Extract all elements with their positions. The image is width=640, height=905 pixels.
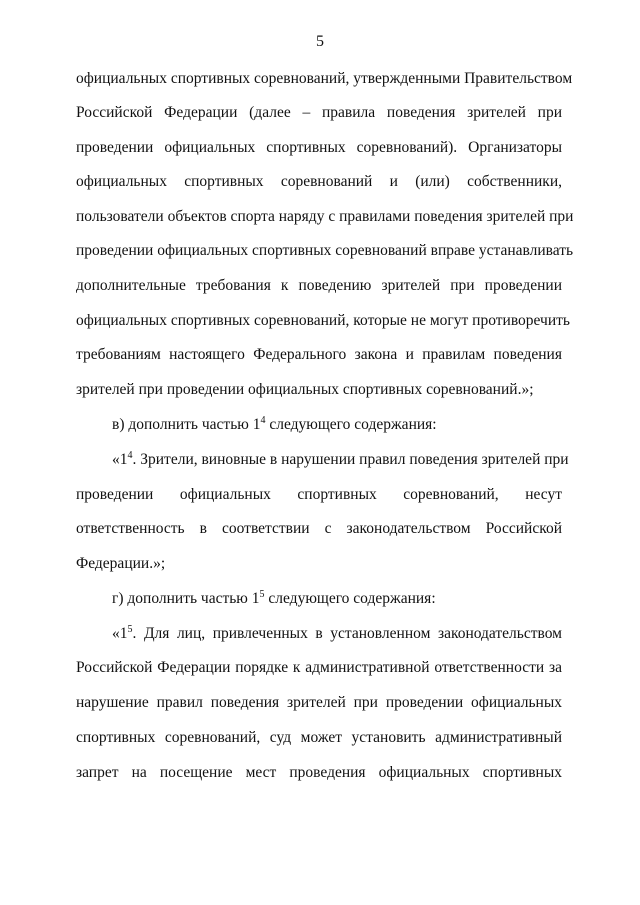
text-line: проведении официальных спортивных соревнований). Организаторы xyxy=(76,139,562,156)
text-line: зрителей при проведении официальных спортивных соревнований.»; xyxy=(76,381,534,398)
text-line: официальных спортивных соревнований и (или) собственники, xyxy=(76,173,562,190)
text-line: нарушение правил поведения зрителей при проведении официальных xyxy=(76,694,562,711)
text-line: официальных спортивных соревнований, которые не могут противоречить xyxy=(76,312,570,329)
text-line: дополнительные требования к поведению зрителей при проведении xyxy=(76,277,562,294)
text-line: запрет на посещение мест проведения официальных спортивных xyxy=(76,764,562,781)
text-line: ответственность в соответствии с законодательством Российской xyxy=(76,520,562,537)
paragraph-g-heading: г) дополнить частью $1^5$ следующего содержания: xyxy=(112,588,436,607)
text-line: официальных спортивных соревнований, утвержденными Правительством xyxy=(76,70,573,87)
text-line: Российской Федерации порядке к административной ответственности за xyxy=(76,659,562,676)
page-number: 5 xyxy=(316,33,324,50)
text-line: спортивных соревнований, суд может установить административный xyxy=(76,729,562,746)
text-line: Федерации.»; xyxy=(76,555,166,572)
paragraph-1-4-start: «$1^4$. Зрители, виновные в нарушении правил поведения зрителей при xyxy=(112,449,569,468)
text-line: требованиям настоящего Федерального закона и правилам поведения xyxy=(76,346,562,363)
text-line: Российской Федерации (далее – правила поведения зрителей при xyxy=(76,104,562,121)
text-line: проведении официальных спортивных соревнований вправе устанавливать xyxy=(76,242,574,259)
text-line: пользователи объектов спорта наряду с правилами поведения зрителей при xyxy=(76,208,574,225)
text-line: проведении официальных спортивных соревнований, несут xyxy=(76,486,562,503)
paragraph-v-heading: в) дополнить частью $1^4$ следующего содержания: xyxy=(112,414,437,433)
paragraph-1-5-start: «$1^5$. Для лиц, привлеченных в установленном законодательством xyxy=(112,623,562,642)
